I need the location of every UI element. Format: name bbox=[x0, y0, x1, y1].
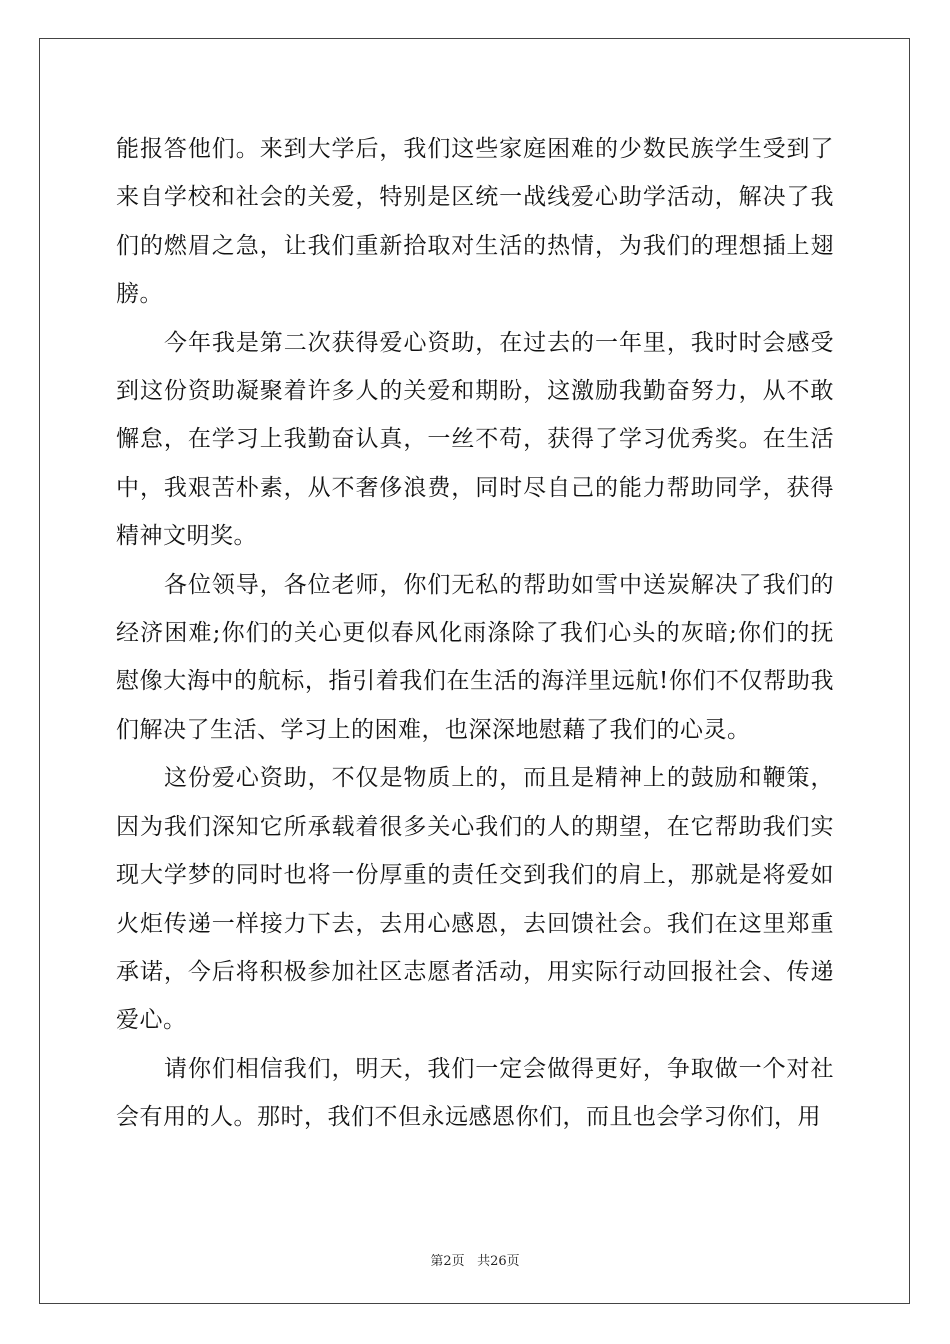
document-body bbox=[116, 125, 834, 1142]
paragraph-5: 请你们相信我们，明天，我们一定会做得更好，争取做一个对社会有用的人。那时，我们不但永远感恩你们，而且也会学习你们，用 bbox=[116, 1055, 834, 1131]
page-total: 共26页 bbox=[477, 1254, 520, 1269]
paragraph-3: 各位领导，各位老师，你们无私的帮助如雪中送炭解决了我们的经济困难;你们的关心更似春风化雨涤除了我们心头的灰暗;你们的抚慰像大海中的航标，指引着我们在生活的海洋里远航!你们不仅帮助我们解决了生活、学习上的困难，也深深地慰藉了我们的心灵。 bbox=[116, 571, 834, 743]
page-footer bbox=[0, 1250, 950, 1269]
footer-separator bbox=[465, 1254, 477, 1269]
paragraph-2: 今年我是第二次获得爱心资助，在过去的一年里，我时时会感受到这份资助凝聚着许多人的关爱和期盼，这激励我勤奋努力，从不敢懈怠，在学习上我勤奋认真，一丝不苟，获得了学习优秀奖。在生活中，我艰苦朴素，从不奢侈浪费，同时尽自己的能力帮助同学，获得精神文明奖。 bbox=[116, 329, 834, 550]
paragraph-1: 能报答他们。来到大学后，我们这些家庭困难的少数民族学生受到了来自学校和社会的关爱，特别是区统一战线爱心助学活动，解决了我们的燃眉之急，让我们重新拾取对生活的热情，为我们的理想插上翅膀。 bbox=[116, 136, 834, 308]
page-number: 第2页 bbox=[430, 1254, 465, 1269]
paragraph-4: 这份爱心资助，不仅是物质上的，而且是精神上的鼓励和鞭策，因为我们深知它所承载着很多关心我们的人的期望，在它帮助我们实现大学梦的同时也将一份厚重的责任交到我们的肩上，那就是将爱如火炬传递一样接力下去，去用心感恩，去回馈社会。我们在这里郑重承诺，今后将积极参加社区志愿者活动，用实际行动回报社会、传递爱心。 bbox=[116, 765, 834, 1034]
